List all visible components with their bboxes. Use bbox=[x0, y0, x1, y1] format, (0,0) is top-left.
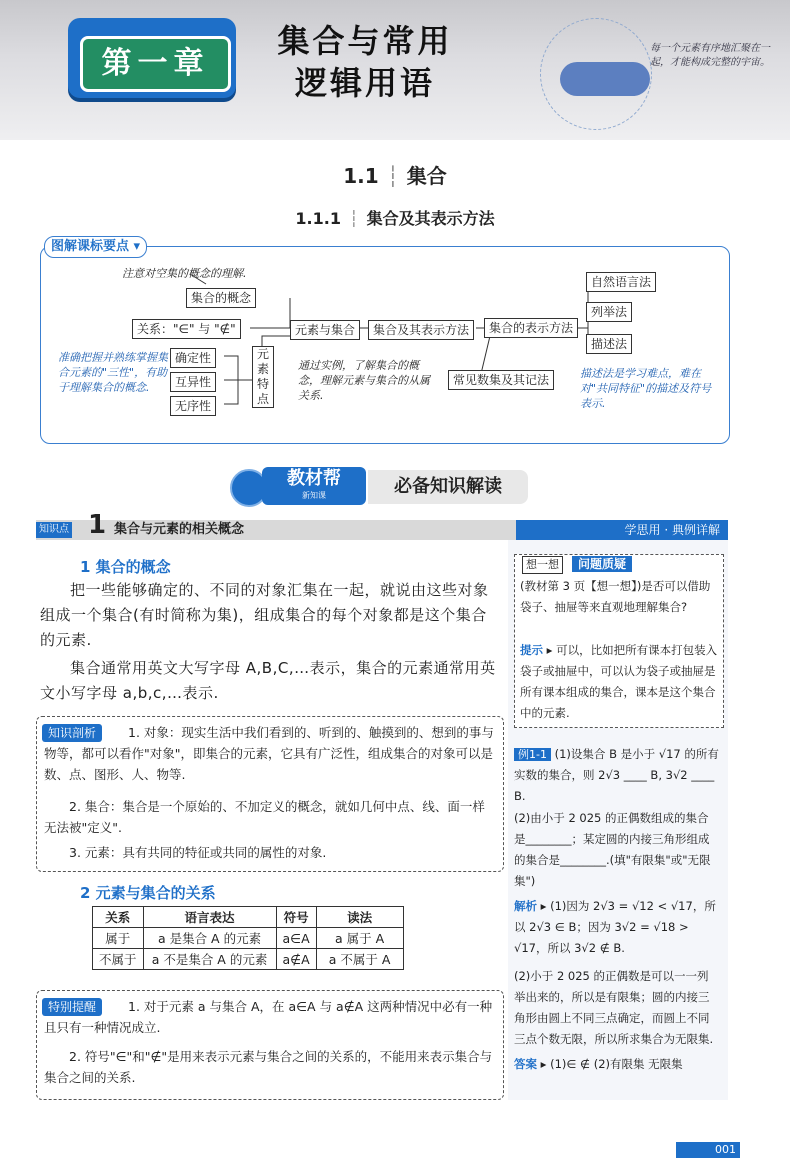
table-header: 关系 bbox=[93, 907, 144, 928]
handwritten-note: 每一个元素有序地汇聚在一起，才能构成完整的宇宙。 bbox=[650, 43, 770, 68]
solution-part-2: (2)小于 2 025 的正偶数是可以一一列举出来的，所以是有限集；圆的内接三角形由圆上不同三点确定，而圆上不同三点个数无限，所以所求集合为无限集. bbox=[514, 969, 714, 1046]
table-header: 语言表达 bbox=[143, 907, 276, 928]
node-relation: 关系："∈" 与 "∉" bbox=[132, 319, 241, 339]
chapter-title-line1: 集合与常用 bbox=[277, 22, 453, 60]
answer-block: 答案 ▸ (1)∈ ∉ (2)有限集 无限集 bbox=[514, 1057, 683, 1071]
node-unorderedness: 无序性 bbox=[170, 396, 216, 416]
paragraph-definition: 把一些能够确定的、不同的对象汇集在一起，就说由这些对象组成一个集合(有时简称为集)，组成集合的每个对象都是这个集合的元素. bbox=[40, 581, 489, 649]
chapter-title-line2: 逻辑用语 bbox=[294, 64, 435, 102]
section-name: 集合 bbox=[406, 164, 447, 188]
node-element-features: 元素特点 bbox=[252, 346, 274, 408]
analysis-item-3: 3. 元素：具有共同的特征或共同的属性的对象. bbox=[69, 845, 327, 860]
node-element-and-set: 元素与集合 bbox=[290, 320, 360, 340]
knowledge-title: 集合与元素的相关概念 bbox=[114, 522, 245, 537]
reminder-item-1: 1. 对于元素 a 与集合 A，在 a∈A 与 a∉A 这两种情况中必有一种且只有一种情况成立. bbox=[44, 999, 493, 1035]
table-row bbox=[93, 949, 404, 970]
banner-subtitle: 新知课 bbox=[302, 491, 326, 500]
hint-text: 可以，比如把所有课本打包装入袋子或抽屉中，可以认为袋子或抽屉是所有课本组成的集合，课本是这个集合中的元素. bbox=[520, 643, 718, 720]
heading-element-set-relation: 2 元素与集合的关系 bbox=[80, 884, 216, 902]
answer-text: (1)∈ ∉ (2)有限集 无限集 bbox=[550, 1057, 683, 1071]
table-cell: a 属于 A bbox=[316, 928, 403, 949]
reminder-item-2: 2. 符号"∈"和"∉"是用来表示元素与集合之间的关系的，不能用来表示集合与集合之间的关系. bbox=[44, 1049, 493, 1085]
chapter-label: 第一章 bbox=[80, 36, 231, 92]
paragraph-notation: 集合通常用英文大写字母 A,B,C,…表示，集合的元素通常用英文小写字母 a,b,c,…表示. bbox=[40, 659, 496, 702]
node-common-number-sets: 常见数集及其记法 bbox=[448, 370, 554, 390]
solution-part-1: (1)因为 2√3 = √12 < √17，所以 2√3 ∈ B；因为 3√2 = √18 > √17，所以 3√2 ∉ B. bbox=[514, 899, 716, 955]
heading-set-concept: 1 集合的概念 bbox=[80, 558, 171, 576]
relation-table bbox=[92, 906, 404, 970]
table-cell: 属于 bbox=[93, 928, 144, 949]
table-header: 读法 bbox=[316, 907, 403, 928]
analysis-item-1: 1. 对象：现实生活中我们看到的、听到的、触摸到的、想到的事与物等，都可以看作"对象"，即集合的元素，它具有广泛性，组成集合的对象可以是数、点、图形、人、物等. bbox=[44, 725, 494, 782]
banner-right: 必备知识解读 bbox=[368, 470, 528, 504]
knowledge-tag: 知识点 bbox=[36, 522, 72, 538]
note-three-properties: 准确把握并熟练掌握集合元素的"三性"，有助于理解集合的概念. bbox=[58, 351, 168, 394]
table-cell: a 不属于 A bbox=[316, 949, 403, 970]
subsection-title: 1.1.1 ┆ 集合及其表示方法 bbox=[295, 209, 495, 228]
knowledge-bar-right: 学思用 · 典例详解 bbox=[516, 520, 728, 540]
note-empty-set: 注意对空集的概念的理解. bbox=[122, 267, 247, 280]
node-distinctness: 互异性 bbox=[170, 372, 216, 392]
analysis-tag: 知识剖析 bbox=[42, 724, 102, 742]
banner-main bbox=[262, 467, 366, 505]
node-set-concept: 集合的概念 bbox=[186, 288, 256, 308]
section-title: 1.1 ┆ 集合 bbox=[343, 164, 447, 188]
banner-title: 教材帮 bbox=[287, 468, 341, 489]
node-listing: 列举法 bbox=[586, 302, 632, 322]
note-understand-concept: 通过实例，了解集合的概念，理解元素与集合的从属关系. bbox=[298, 359, 430, 402]
subsection-number: 1.1.1 bbox=[295, 209, 341, 228]
example-tag: 例1-1 bbox=[514, 748, 551, 761]
concept-map-tag-label: 图解课标要点 bbox=[51, 239, 130, 254]
table-cell: a 不是集合 A 的元素 bbox=[143, 949, 276, 970]
example-1 bbox=[514, 744, 720, 807]
note-describe-difficulty: 描述法是学习难点，难在对"共同特征"的描述及符号表示. bbox=[580, 367, 712, 410]
section-number: 1.1 bbox=[343, 164, 379, 188]
table-cell: a∈A bbox=[276, 928, 316, 949]
node-natural-language: 自然语言法 bbox=[586, 272, 656, 292]
node-certainty: 确定性 bbox=[170, 348, 216, 368]
hint-label: 提示 bbox=[520, 643, 543, 657]
table-row bbox=[93, 928, 404, 949]
think-question: (教材第 3 页【想一想】)是否可以借助袋子、抽屉等来直观地理解集合? bbox=[520, 579, 711, 614]
hint-block: 提示 ▸ 可以，比如把所有课本打包装入袋子或抽屉中，可以认为袋子或抽屉是所有课本组成的集合，课本是这个集合中的元素. bbox=[520, 643, 718, 720]
reminder-tag: 特别提醒 bbox=[42, 998, 102, 1016]
chapter-title bbox=[250, 20, 480, 104]
think-title: 问题质疑 bbox=[572, 556, 632, 572]
analysis-item-2: 2. 集合：集合是一个原始的、不加定义的概念，就如几何中点、线、面一样无法被"定义". bbox=[44, 799, 485, 835]
node-representation-methods: 集合的表示方法 bbox=[484, 318, 578, 338]
think-tag: 想一想 bbox=[522, 556, 563, 574]
solution-label: 解析 bbox=[514, 899, 537, 913]
table-cell: a∉A bbox=[276, 949, 316, 970]
cloud-icon bbox=[560, 62, 650, 96]
solution-block: 解析 ▸ (1)因为 2√3 = √12 < √17，所以 2√3 ∈ B；因为 3√2 = √18 > √17，所以 3√2 ∉ B. bbox=[514, 899, 716, 955]
knowledge-number: 1 bbox=[88, 510, 107, 540]
page-number: 001 bbox=[676, 1142, 740, 1158]
concept-map-tag: 图解课标要点 ▾ bbox=[44, 236, 147, 258]
table-header: 符号 bbox=[276, 907, 316, 928]
node-describing: 描述法 bbox=[586, 334, 632, 354]
example-part-1: (1)设集合 B 是小于 √17 的所有实数的集合，则 2√3 ____ B, 3√2 ____ B. bbox=[514, 747, 719, 803]
table-cell: 不属于 bbox=[93, 949, 144, 970]
node-set-and-representation: 集合及其表示方法 bbox=[368, 320, 474, 340]
subsection-name: 集合及其表示方法 bbox=[366, 209, 495, 228]
table-cell: a 是集合 A 的元素 bbox=[143, 928, 276, 949]
answer-label: 答案 bbox=[514, 1057, 537, 1071]
example-part-2: (2)由小于 2 025 的正偶数组成的集合是________；某定圆的内接三角形组成的集合是________.(填"有限集"或"无限集") bbox=[514, 811, 711, 888]
